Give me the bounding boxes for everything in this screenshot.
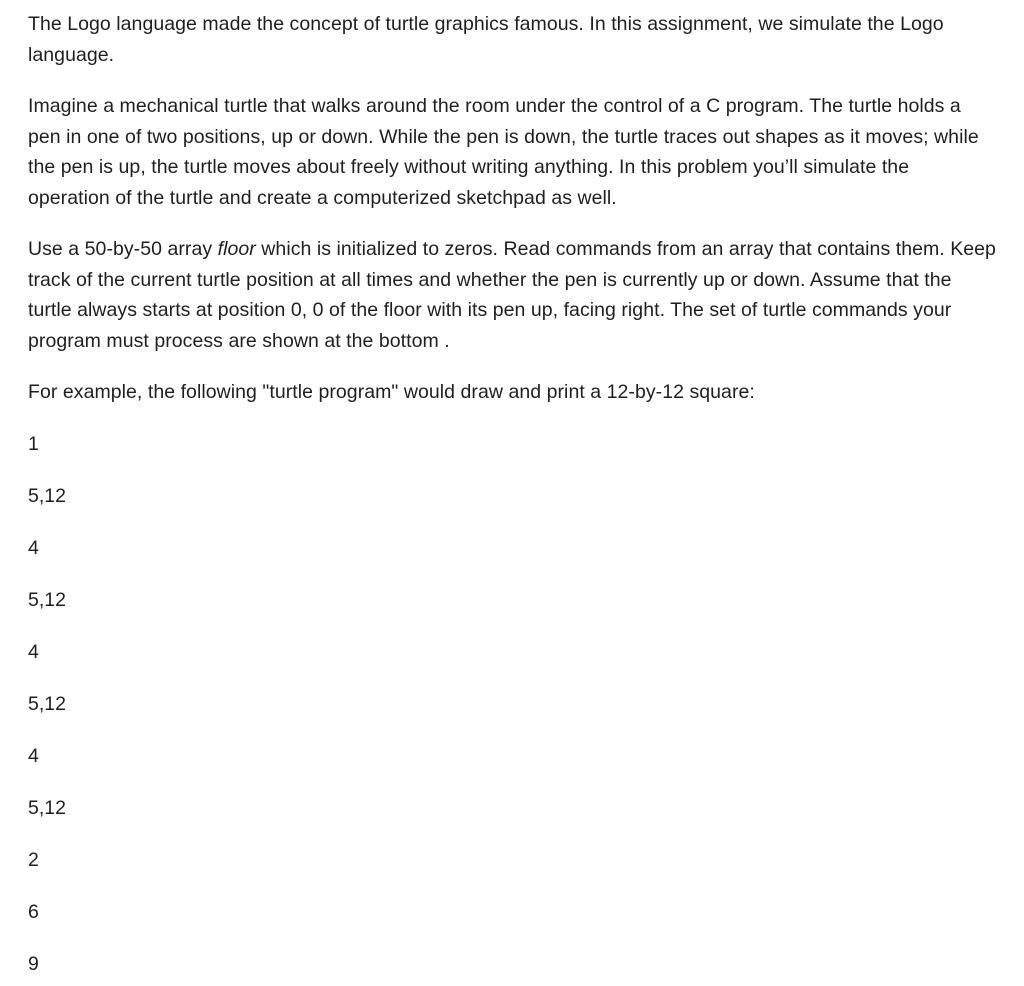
command-line: 5,12 — [28, 588, 66, 611]
command-line: 9 — [28, 952, 39, 975]
command-line: 2 — [28, 848, 39, 871]
floor-paragraph-rest: which is initialized to zeros. Read commands from an array that contains them. Keep track of the current turtle position at all times and whether the pen is currently up or down. Assume that the turtle always starts at position 0, 0 of the floor with its pen up, facing right. The set of turtle commands your program must process are shown at the bottom . — [28, 238, 996, 352]
command-line: 4 — [28, 640, 39, 663]
floor-term: floor — [217, 238, 256, 260]
floor-array-paragraph — [28, 234, 996, 356]
turtle-description-paragraph: Imagine a mechanical turtle that walks around the room under the control of a C program. The turtle holds a pen in one of two positions, up or down. While the pen is down, the turtle traces out shapes as it moves; while the pen is up, the turtle moves about freely without writing anything. In this problem you’ll simulate the operation of the turtle and create a computerized sketchpad as well. — [28, 95, 979, 209]
command-line: 5,12 — [28, 796, 66, 819]
command-line: 4 — [28, 744, 39, 767]
command-line: 6 — [28, 900, 39, 923]
command-line: 1 — [28, 432, 39, 455]
command-line: 4 — [28, 536, 39, 559]
intro-paragraph: The Logo language made the concept of turtle graphics famous. In this assignment, we simulate the Logo language. — [28, 13, 944, 66]
turtle-program-list — [28, 429, 996, 980]
command-line: 5,12 — [28, 692, 66, 715]
command-line: 5,12 — [28, 484, 66, 507]
floor-paragraph-lead: Use a 50-by-50 array — [28, 238, 218, 260]
example-intro-paragraph: For example, the following "turtle program" would draw and print a 12-by-12 square: — [28, 381, 755, 403]
